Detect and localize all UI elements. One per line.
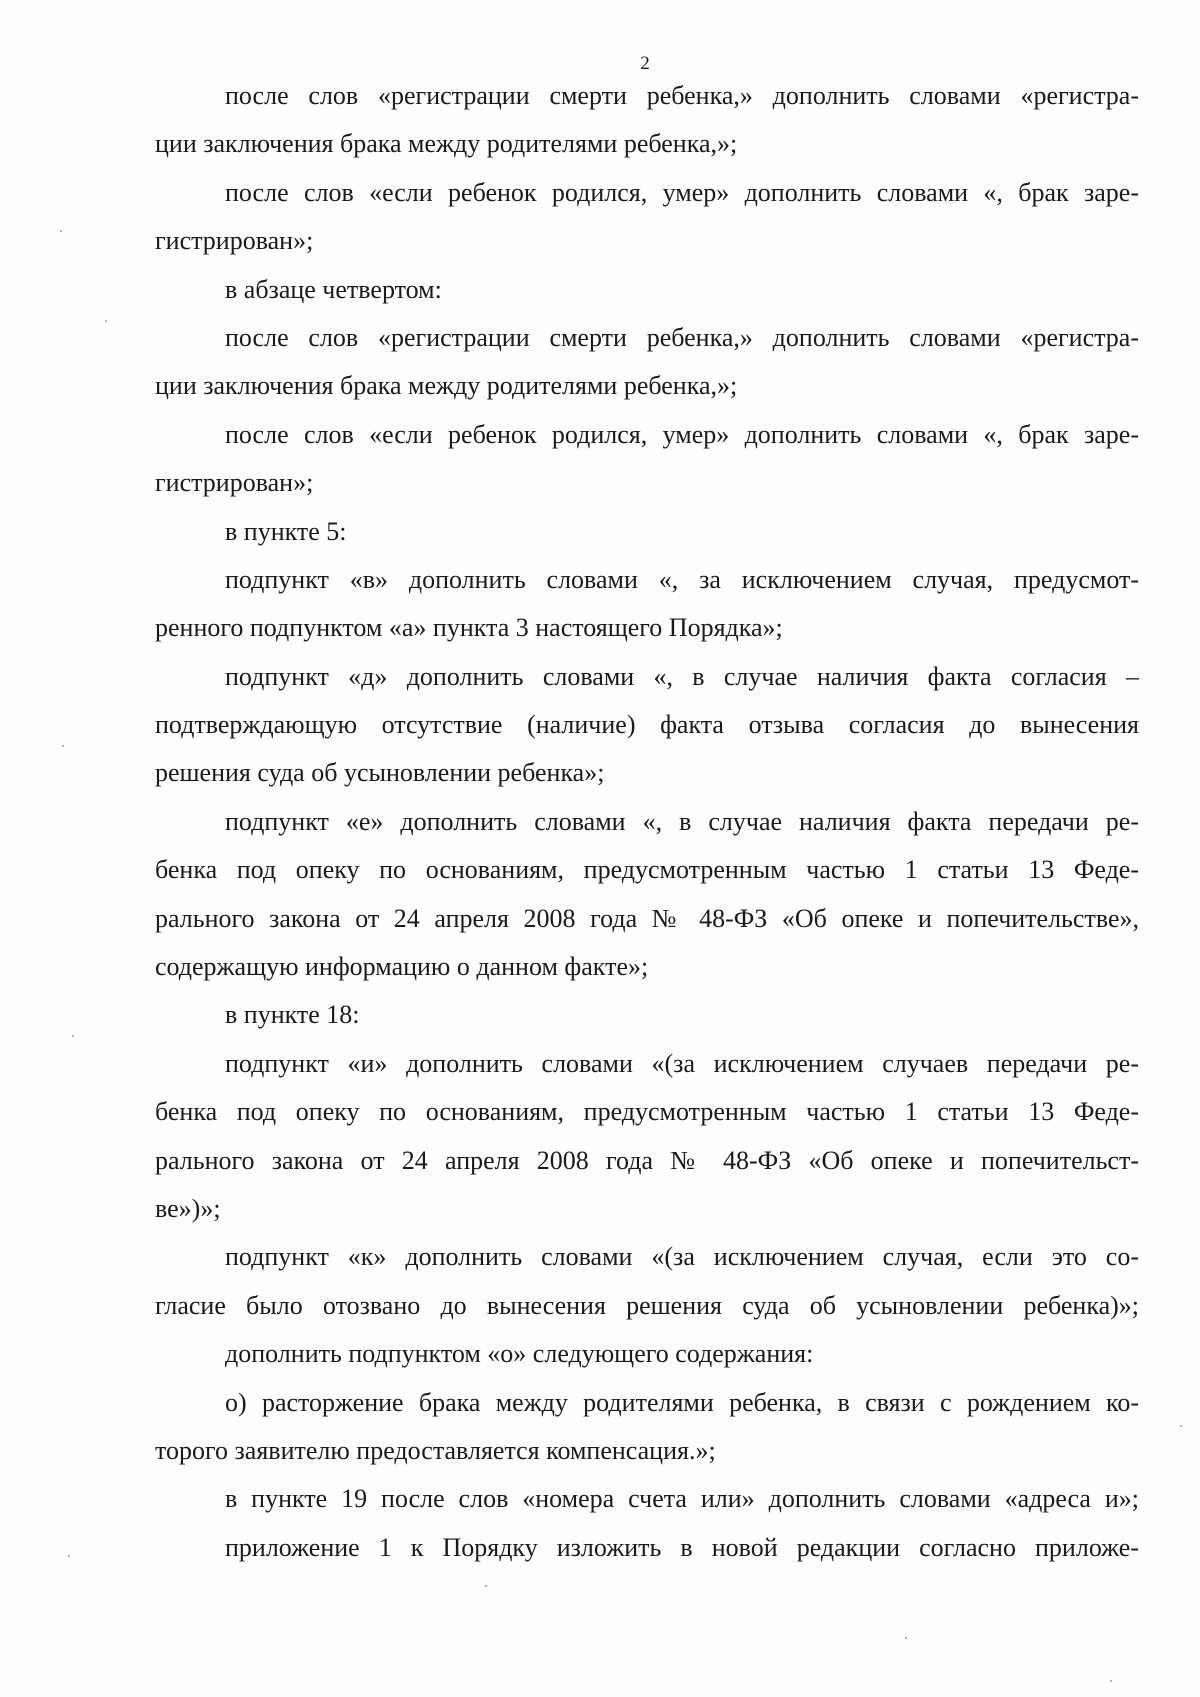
text-line: подтверждающую отсутствие (наличие) факта отзыва согласия до вынесения — [155, 710, 1139, 740]
text-line: о) расторжение брака между родителями ребенка, в связи с рождением ко- — [225, 1387, 1139, 1417]
scan-speck — [905, 1637, 907, 1639]
text-line: в пункте 18: — [225, 1000, 360, 1030]
text-line: бенка под опеку по основаниям, предусмотренным частью 1 статьи 13 Феде- — [155, 1097, 1139, 1127]
scan-speck — [105, 320, 107, 322]
text-line: гласие было отозвано до вынесения решения суда об усыновлении ребенка)»; — [155, 1290, 1139, 1320]
scan-speck — [60, 230, 62, 232]
text-line: в абзаце четвертом: — [225, 274, 442, 304]
text-line: подпункт «е» дополнить словами «, в случае наличия факта передачи ре- — [225, 806, 1139, 836]
text-line: после слов «регистрации смерти ребенка,» дополнить словами «регистра- — [225, 322, 1139, 352]
text-line: гистрирован»; — [155, 468, 314, 498]
text-line: в пункте 5: — [225, 516, 347, 546]
text-line: в пункте 19 после слов «номера счета или» дополнить словами «адреса и»; — [225, 1484, 1139, 1514]
text-line: гистрирован»; — [155, 226, 314, 256]
text-line: бенка под опеку по основаниям, предусмотренным частью 1 статьи 13 Феде- — [155, 855, 1139, 885]
scan-speck — [62, 745, 64, 747]
scan-speck — [485, 1585, 487, 1587]
text-line: рального закона от 24 апреля 2008 года № 48-ФЗ «Об опеке и попечительст- — [155, 1145, 1139, 1175]
text-line: торого заявителю предоставляется компенсация.»; — [155, 1435, 716, 1465]
text-line: подпункт «и» дополнить словами «(за исключением случаев передачи ре- — [225, 1048, 1139, 1078]
text-line: приложение 1 к Порядку изложить в новой редакции согласно приложе- — [225, 1532, 1139, 1562]
scan-speck — [72, 1035, 74, 1037]
document-body — [155, 72, 1139, 1572]
text-line: подпункт «д» дополнить словами «, в случае наличия факта согласия – — [225, 661, 1139, 691]
text-line: решения суда об усыновлении ребенка»; — [155, 758, 605, 788]
text-line: после слов «если ребенок родился, умер» дополнить словами «, брак заре- — [225, 419, 1139, 449]
text-line: подпункт «к» дополнить словами «(за исключением случая, если это со- — [225, 1242, 1139, 1272]
text-line: содержащую информацию о данном факте»; — [155, 952, 649, 982]
scan-speck — [1110, 1680, 1112, 1682]
text-line: ренного подпунктом «а» пункта 3 настоящего Порядка»; — [155, 613, 783, 643]
scan-speck — [1180, 1425, 1182, 1427]
text-line: рального закона от 24 апреля 2008 года № 48-ФЗ «Об опеке и попечительстве», — [155, 903, 1139, 933]
text-line: ве»)»; — [155, 1193, 221, 1223]
text-line: ции заключения брака между родителями ребенка,»; — [155, 129, 738, 159]
text-line: подпункт «в» дополнить словами «, за исключением случая, предусмот- — [225, 564, 1139, 594]
text-line: ции заключения брака между родителями ребенка,»; — [155, 371, 738, 401]
text-line: дополнить подпунктом «о» следующего содержания: — [225, 1339, 814, 1369]
scan-speck — [68, 1555, 70, 1557]
page-number: 2 — [640, 53, 650, 74]
text-line: после слов «если ребенок родился, умер» дополнить словами «, брак заре- — [225, 177, 1139, 207]
text-line: после слов «регистрации смерти ребенка,» дополнить словами «регистра- — [225, 81, 1139, 110]
